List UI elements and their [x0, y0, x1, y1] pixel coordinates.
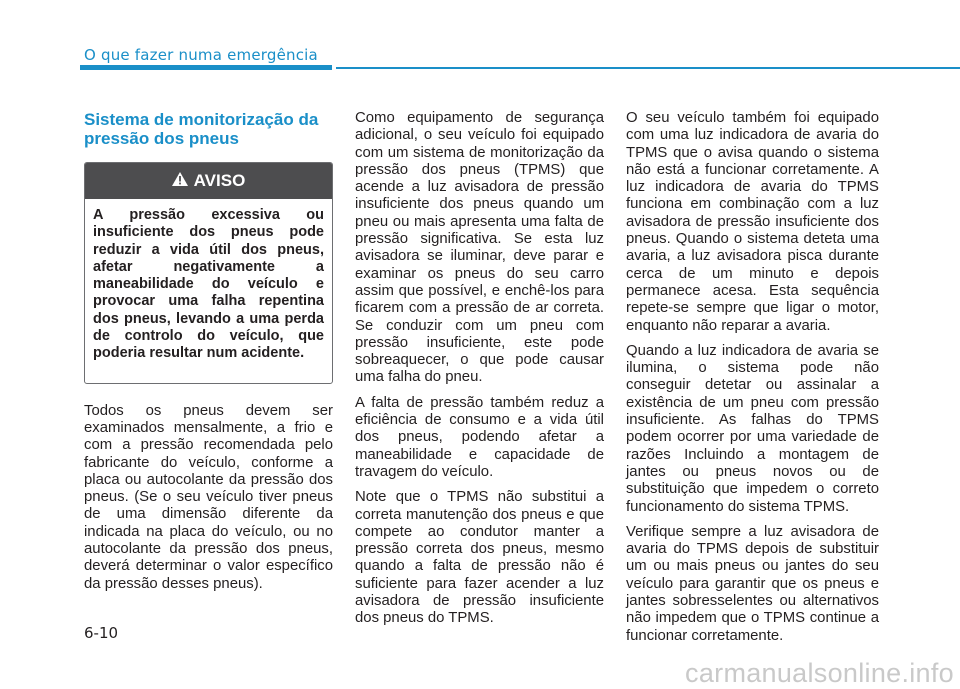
paragraph: Todos os pneus devem ser examinados mensalmente, a frio e com a pressão recomendada pelo fabricante do veículo, conforme a placa ou autocolante da pressão dos pneus. (Se o seu veículo tiver pneus de uma dimensão diferente da indicada na placa do veículo, ou no autocolante da pressão dos pneus, deverá determinar o valor específico da pressão desses pneus). [84, 402, 333, 592]
paragraph: A falta de pressão também reduz a eficiência de consumo e a vida útil dos pneus, podendo afetar a maneabilidade e capacidade de travagem do veículo. [355, 394, 604, 480]
paragraph: Verifique sempre a luz avisadora de avaria do TPMS depois de substituir um ou mais pneus ou jantes do seu veículo para garantir que os pneus e jantes sobresselentes ou alternativos não impedem que o TPMS continue a funcionar corretamente. [626, 523, 879, 644]
header-rule-thin [336, 67, 960, 69]
warning-text: A pressão excessiva ou insuficiente dos pneus pode reduzir a vida útil dos pneus, afetar negativamente a maneabilidade do veículo e provocar uma falha repentina dos pneus, levando a uma perda de controlo do veículo, que poderia resultar num acidente. [93, 207, 324, 362]
column-2 [355, 110, 604, 636]
watermark: carmanualsonline.info [685, 658, 954, 688]
warning-box [84, 162, 333, 384]
section-heading: Sistema de monitorização da pressão dos pneus [84, 110, 319, 148]
paragraph: O seu veículo também foi equipado com uma luz indicadora de avaria do TPMS que o avisa quando o sistema não está a funcionar corretamente. A luz indicadora de avaria do TPMS funciona em combinação com a luz avisadora de pressão insuficiente dos pneus. Quando o sistema deteta uma avaria, a luz avisadora pisca durante cerca de um minuto e depois permanece acesa. Esta sequência repete-se sempre que ligar o motor, enquanto não reparar a avaria. [626, 110, 879, 334]
warning-label: AVISO [193, 171, 246, 191]
paragraph: Quando a luz indicadora de avaria se ilumina, o sistema pode não conseguir detetar ou assinalar a existência de um pneu com pressão insuficiente. As falhas do TPMS podem ocorrer por uma variedade de razões Incluindo a montagem de jantes ou pneus novos ou de substituição que impedem o correto funcionamento do sistema TPMS. [626, 342, 879, 515]
warning-triangle-icon [172, 172, 188, 189]
column-3 [626, 110, 879, 653]
page-number: 6-10 [84, 624, 119, 642]
paragraph: Note que o TPMS não substitui a correta manutenção dos pneus e que compete ao condutor manter a pressão correta dos pneus, mesmo quando a falta de pressão não é suficiente para fazer acender a luz avisadora de pressão insuficiente dos pneus do TPMS. [355, 489, 604, 627]
paragraph: Como equipamento de segurança adicional, o seu veículo foi equipado com um sistema de monitorização da pressão dos pneus (TPMS) que acende a luz avisadora de pressão insuficiente dos pneus quando um pneu ou mais apresenta uma falta de pressão significativa. Se esta luz avisadora se iluminar, deve parar e examinar os pneus do seu carro assim que possível, e enchê-los para ficarem com a pressão de ar correta. Se conduzir com um pneu com pressão insuficiente, este pode sobreaquecer, o que pode causar uma falha do pneu. [355, 110, 604, 386]
section-title: O que fazer numa emergência [84, 46, 318, 64]
column-1 [84, 110, 333, 601]
header-rule-thick [80, 65, 332, 70]
warning-header [85, 163, 332, 199]
